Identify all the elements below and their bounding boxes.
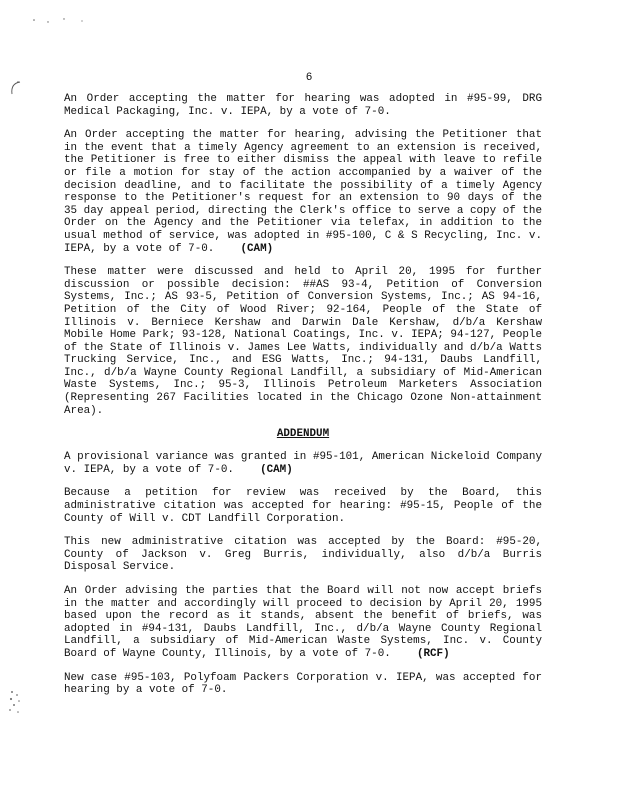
scan-smudge (6, 688, 26, 716)
paragraph-text: Because a petition for review was received by the Board, this administrative citation was accepted for hearing: #95-15, People of the County of Will v. CDT Landfill Corporation. (64, 487, 542, 525)
paragraph-american-nickeloid (64, 451, 542, 476)
addendum-heading: ADDENDUM (276, 428, 330, 441)
document-body (64, 93, 542, 708)
paragraph-text: An Order advising the parties that the Board will not now accept briefs in the matter and accordingly will proceed to decision by April 20, 1995 based upon the record as it stands, absent the benefit of briefs, was adopted in #94-131, Daubs Landfill, Inc., d/b/a Wayne County Regional Landfill, a subsidiary of Mid-American Waste Systems, Inc. v. County Board of Wayne County, Illinois, by a vote of 7-0. (64, 585, 542, 660)
paragraph-text: These matter were discussed and held to April 20, 1995 for further discussion or possible decision: ##AS 93-4, Petition of Conversion Systems, Inc.; AS 93-5, Petition of Conversion Systems, Inc.; AS 94-16, Petition of the City of Wood River; 92-164, People of the State of Illinois v. Berniece Kershaw and Darwin Dale Kershaw, d/b/a Kershaw Mobile Home Park; 93-128, National Coatings, Inc. v. IEPA; 94-127, People of the State of Illinois v. James Lee Watts, individually and d/b/a Watts Trucking Service, Inc., and ESG Watts, Inc.; 94-131, Daubs Landfill, Inc., d/b/a Wayne County Regional Landfill, a subsidiary of Mid-American Waste Systems, Inc.; 95-3, Illinois Petroleum Marketers Association (Representing 267 Facilities located in the Chicago Ozone Non-attainment Area). (64, 266, 542, 417)
paragraph-greg-burris (64, 536, 542, 574)
author-code: (RCF) (416, 647, 450, 660)
paragraph-text: New case #95-103, Polyfoam Packers Corporation v. IEPA, was accepted for hearing by a vote of 7-0. (64, 671, 542, 697)
paragraph-daubs-landfill (64, 585, 542, 661)
author-code: (CAM) (240, 242, 274, 255)
paragraph-cs-recycling (64, 129, 542, 255)
scan-specks (30, 10, 90, 30)
page-number: 6 (305, 72, 313, 84)
paragraph-polyfoam (64, 672, 542, 697)
author-code: (CAM) (260, 463, 293, 476)
paragraph-text: An Order accepting the matter for hearing was adopted in #95-99, DRG Medical Packaging, Inc. v. IEPA, by a vote of 7-0. (64, 93, 542, 118)
paragraph-held-matters (64, 266, 542, 417)
paragraph-text: This new administrative citation was accepted by the Board: #95-20, County of Jackson v. Greg Burris, individually, also d/b/a Burris Disposal Service. (64, 536, 542, 574)
paragraph-cdt-landfill (64, 487, 542, 525)
paragraph-text: An Order accepting the matter for hearing, advising the Petitioner that in the event that a timely Agency agreement to an extension is received, the Petitioner is free to either dismiss the appeal with leave to refile or file a motion for stay of the action accompanied by a waiver of the decision deadline, and to facilitate the possibility of a timely Agency response to the Petitioner's request for an extension to 90 days of the 35 day appeal period, directing the Clerk's office to serve a copy of the Order on the Agency and the Petitioner via telefax, in addition to the usual method of service, was adopted in #95-100, C & S Recycling, Inc. v. IEPA, by a vote of 7-0. (64, 129, 542, 255)
paragraph-text: A provisional variance was granted in #95-101, American Nickeloid Company v. IEPA, by a vote of 7-0. (64, 451, 542, 476)
paragraph-drg-medical (64, 93, 542, 118)
